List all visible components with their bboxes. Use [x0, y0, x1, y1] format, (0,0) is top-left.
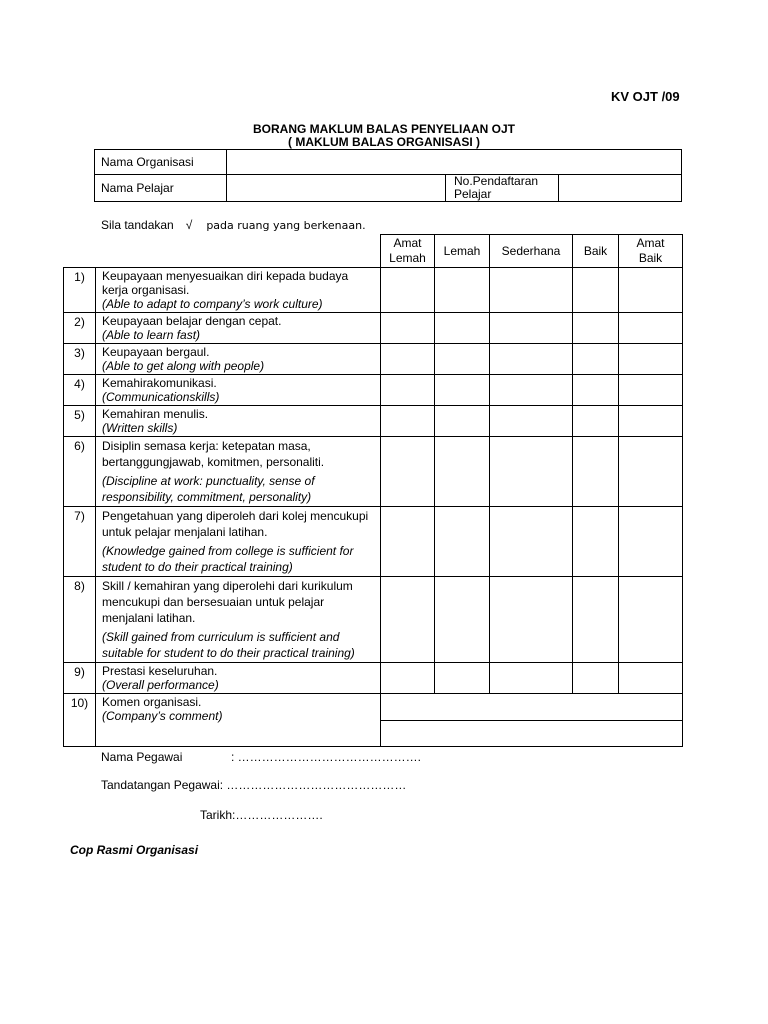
item-description: Kemahiran menulis. (Written skills) — [96, 406, 381, 437]
rating-cell[interactable] — [619, 437, 683, 507]
instruction-prefix: Sila tandakan — [101, 218, 174, 232]
rating-cell[interactable] — [619, 344, 683, 375]
officer-name-label: Nama Pegawai — [101, 750, 183, 764]
rating-cell[interactable] — [490, 663, 573, 694]
rating-cell[interactable] — [490, 406, 573, 437]
rating-cell[interactable] — [573, 375, 619, 406]
table-row — [64, 375, 683, 406]
table-row — [64, 268, 683, 313]
rating-cell[interactable] — [435, 577, 490, 663]
rating-cell[interactable] — [619, 375, 683, 406]
student-name-field[interactable] — [227, 175, 446, 202]
rating-cell[interactable] — [490, 375, 573, 406]
rating-cell[interactable] — [381, 344, 435, 375]
tick-icon: √ — [185, 218, 193, 232]
reg-no-label-line1: No.Pendaftaran — [454, 174, 539, 188]
rating-cell[interactable] — [381, 375, 435, 406]
item-number: 3) — [64, 344, 96, 375]
header-amat-lemah: Amat Lemah — [381, 235, 435, 268]
rating-cell[interactable] — [435, 375, 490, 406]
rating-cell[interactable] — [619, 406, 683, 437]
item-description: Disiplin semasa kerja: ketepatan masa, bertanggungjawab, komitmen, personaliti. (Discipline at work: punctuality, sense of responsibility, commitment, personality) — [96, 437, 381, 507]
item-description: Komen organisasi. (Company’s comment) — [96, 694, 381, 747]
item-description: Keupayaan menyesuaikan diri kepada budaya kerja organisasi. (Able to adapt to company’s work culture) — [96, 268, 381, 313]
item-number: 5) — [64, 406, 96, 437]
rating-cell[interactable] — [490, 507, 573, 577]
instruction-suffix: pada ruang yang berkenaan. — [206, 219, 366, 232]
item-description: Pengetahuan yang diperoleh dari kolej mencukupi untuk pelajar menjalani latihan. (Knowledge gained from college is sufficient for student to do their practical training) — [96, 507, 381, 577]
item-number: 2) — [64, 313, 96, 344]
rating-cell[interactable] — [435, 507, 490, 577]
item-number: 7) — [64, 507, 96, 577]
instruction — [101, 218, 366, 232]
rating-cell[interactable] — [619, 268, 683, 313]
item-number: 8) — [64, 577, 96, 663]
rating-cell[interactable] — [435, 663, 490, 694]
student-name-label: Nama Pelajar — [95, 175, 227, 202]
rating-cell[interactable] — [573, 577, 619, 663]
officer-name-field[interactable]: : ………………………………………. — [231, 750, 422, 764]
date-label: Tarikh: — [200, 808, 236, 822]
rating-cell[interactable] — [573, 344, 619, 375]
rating-cell[interactable] — [381, 268, 435, 313]
header-spacer — [64, 235, 381, 268]
item-number: 9) — [64, 663, 96, 694]
reg-no-field[interactable] — [559, 175, 682, 202]
form-title: BORANG MAKLUM BALAS PENYELIAAN OJT — [252, 122, 515, 136]
rating-cell[interactable] — [619, 577, 683, 663]
rating-cell[interactable] — [381, 507, 435, 577]
rating-cell[interactable] — [381, 406, 435, 437]
rating-table — [63, 234, 683, 747]
item-description: Kemahirakomunikasi. (Communicationskills) — [96, 375, 381, 406]
rating-cell[interactable] — [435, 313, 490, 344]
rating-cell[interactable] — [490, 313, 573, 344]
officer-signature-row — [101, 778, 406, 792]
date-row — [200, 808, 323, 822]
rating-cell[interactable] — [435, 437, 490, 507]
rating-cell[interactable] — [490, 437, 573, 507]
rating-cell[interactable] — [573, 437, 619, 507]
rating-cell[interactable] — [619, 663, 683, 694]
table-row — [64, 577, 683, 663]
org-name-field[interactable] — [227, 150, 682, 175]
rating-cell[interactable] — [573, 663, 619, 694]
rating-cell[interactable] — [435, 268, 490, 313]
header-amat-baik: Amat Baik — [619, 235, 683, 268]
rating-cell[interactable] — [435, 406, 490, 437]
item-description: Keupayaan belajar dengan cepat. (Able to learn fast) — [96, 313, 381, 344]
form-code: KV OJT /09 — [611, 89, 680, 104]
form-subtitle: ( MAKLUM BALAS ORGANISASI ) — [288, 135, 480, 149]
comment-field-line1[interactable] — [381, 694, 683, 721]
rating-cell[interactable] — [381, 577, 435, 663]
table-row — [64, 507, 683, 577]
item-description: Prestasi keseluruhan. (Overall performance) — [96, 663, 381, 694]
date-field[interactable]: …………………. — [235, 808, 323, 822]
comment-field-line2[interactable] — [381, 721, 683, 747]
item-number: 6) — [64, 437, 96, 507]
rating-cell[interactable] — [381, 437, 435, 507]
rating-cell[interactable] — [381, 313, 435, 344]
official-stamp-label: Cop Rasmi Organisasi — [70, 843, 199, 857]
header-lemah: Lemah — [435, 235, 490, 268]
table-row — [64, 437, 683, 507]
item-number: 1) — [64, 268, 96, 313]
rating-cell[interactable] — [573, 507, 619, 577]
officer-signature-label: Tandatangan Pegawai — [101, 778, 220, 792]
header-baik: Baik — [573, 235, 619, 268]
rating-cell[interactable] — [573, 313, 619, 344]
info-table — [94, 149, 682, 202]
rating-cell[interactable] — [619, 313, 683, 344]
rating-cell[interactable] — [619, 507, 683, 577]
officer-name-row — [101, 750, 422, 764]
rating-cell[interactable] — [573, 268, 619, 313]
item-description: Skill / kemahiran yang diperolehi dari kurikulum mencukupi dan bersesuaian untuk pelajar menjalani latihan. (Skill gained from curriculum is sufficient and suitable for student to do their practical training) — [96, 577, 381, 663]
header-sederhana: Sederhana — [490, 235, 573, 268]
item-number: 10) — [64, 694, 96, 747]
reg-no-label — [446, 175, 559, 202]
rating-header-row — [64, 235, 683, 268]
item-number: 4) — [64, 375, 96, 406]
rating-cell[interactable] — [490, 268, 573, 313]
table-row — [64, 694, 683, 721]
rating-cell[interactable] — [435, 344, 490, 375]
table-row — [64, 406, 683, 437]
table-row — [64, 313, 683, 344]
rating-cell[interactable] — [573, 406, 619, 437]
rating-cell[interactable] — [490, 344, 573, 375]
rating-cell[interactable] — [381, 663, 435, 694]
rating-cell[interactable] — [490, 577, 573, 663]
reg-no-label-line2: Pelajar — [454, 187, 492, 201]
table-row — [64, 344, 683, 375]
org-name-label: Nama Organisasi — [95, 150, 227, 175]
item-description: Keupayaan bergaul. (Able to get along with people) — [96, 344, 381, 375]
officer-signature-field[interactable]: : ……………………………………… — [219, 778, 407, 792]
table-row — [64, 663, 683, 694]
